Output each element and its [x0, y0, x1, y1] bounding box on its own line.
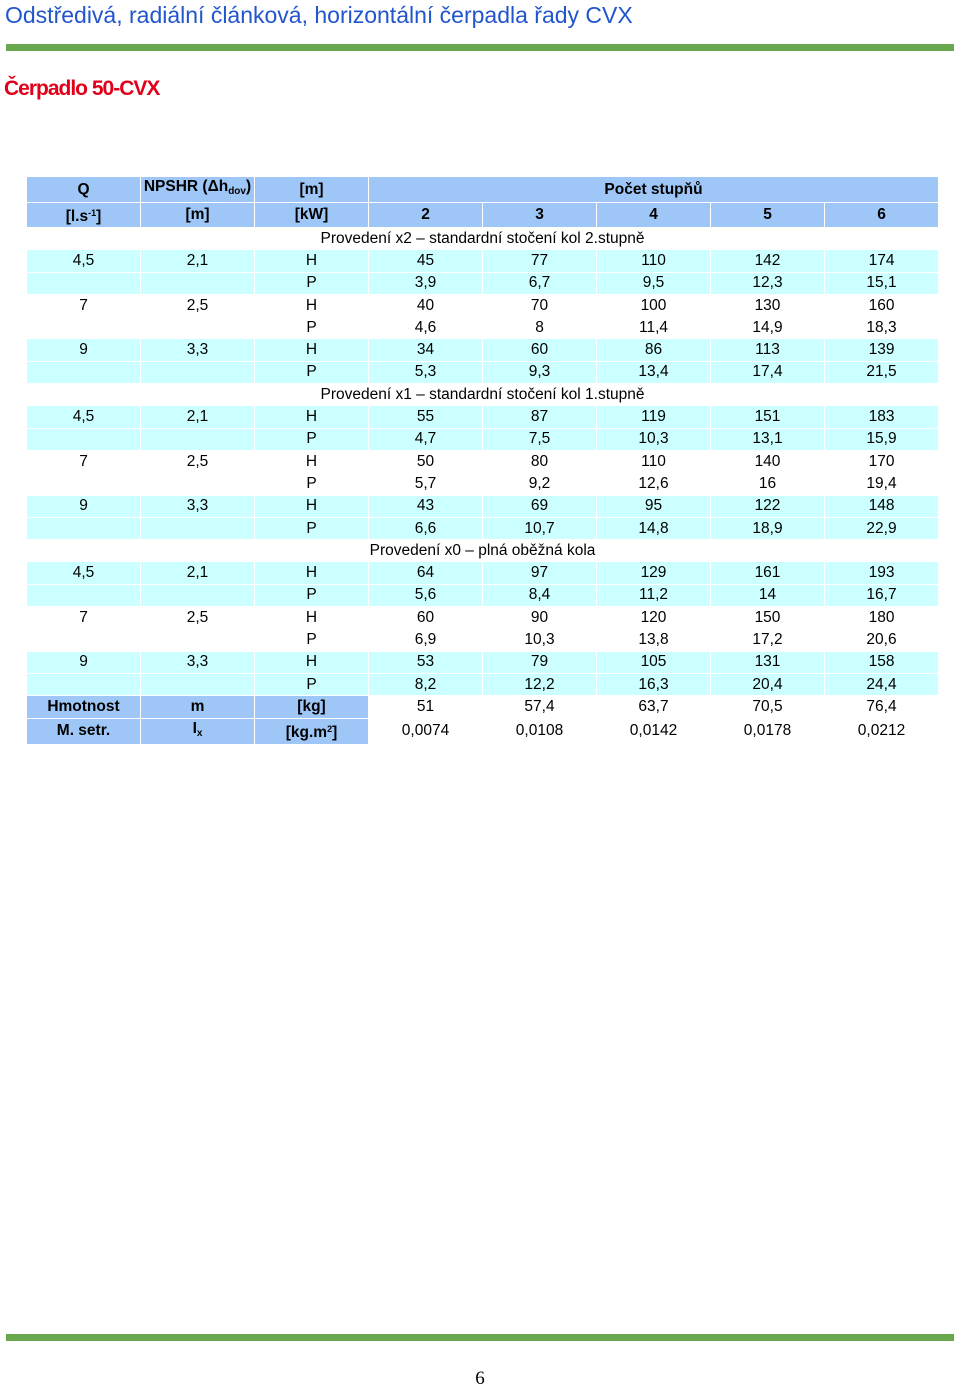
head-value: 160: [825, 294, 939, 316]
table-row: [27, 450, 939, 472]
head-value: 40: [369, 294, 483, 316]
head-value: 174: [825, 250, 939, 272]
head-value: 122: [711, 495, 825, 517]
header-kw-unit: [kW]: [255, 203, 369, 228]
power-value: 14,8: [597, 517, 711, 539]
header-stage-3: 3: [483, 203, 597, 228]
power-value: 18,9: [711, 517, 825, 539]
header-stage-5: 5: [711, 203, 825, 228]
table-row: [27, 629, 939, 651]
row-type-label: P: [255, 584, 369, 606]
npshr-value-empty: [141, 673, 255, 695]
head-value: 142: [711, 250, 825, 272]
npshr-value-empty: [141, 317, 255, 339]
section-header-row: [27, 540, 939, 562]
row-type-label: H: [255, 339, 369, 361]
head-value: 148: [825, 495, 939, 517]
head-value: 80: [483, 450, 597, 472]
row-type-label: H: [255, 250, 369, 272]
header-q: Q: [27, 177, 141, 203]
power-value: 12,6: [597, 473, 711, 495]
flow-value-empty: [27, 517, 141, 539]
npshr-value-empty: [141, 473, 255, 495]
npshr-value-empty: [141, 629, 255, 651]
section-header-row: [27, 228, 939, 250]
flow-value-empty: [27, 361, 141, 383]
head-value: 97: [483, 562, 597, 584]
power-value: 19,4: [825, 473, 939, 495]
top-divider-bar: [6, 44, 954, 51]
inertia-value: 0,0212: [825, 718, 939, 744]
header-q-unit: $[l.s^{-1}]$: [27, 203, 141, 228]
mass-label: Hmotnost: [27, 696, 141, 718]
npshr-value: 2,1: [141, 562, 255, 584]
power-value: 5,6: [369, 584, 483, 606]
power-value: 20,6: [825, 629, 939, 651]
head-value: 119: [597, 406, 711, 428]
flow-value: 7: [27, 607, 141, 629]
head-value: 87: [483, 406, 597, 428]
table-row: [27, 361, 939, 383]
power-value: 4,7: [369, 428, 483, 450]
head-value: 113: [711, 339, 825, 361]
power-value: 8,4: [483, 584, 597, 606]
row-type-label: H: [255, 495, 369, 517]
mass-value: 70,5: [711, 696, 825, 718]
head-value: 110: [597, 450, 711, 472]
npshr-value-empty: [141, 517, 255, 539]
flow-value-empty: [27, 473, 141, 495]
power-value: 8: [483, 317, 597, 339]
power-value: 6,6: [369, 517, 483, 539]
mass-unit: [kg]: [255, 696, 369, 718]
power-value: 20,4: [711, 673, 825, 695]
power-value: 6,9: [369, 629, 483, 651]
power-value: 13,8: [597, 629, 711, 651]
head-value: 151: [711, 406, 825, 428]
flow-value: 4,5: [27, 406, 141, 428]
head-value: 70: [483, 294, 597, 316]
header-npshr-unit: [m]: [255, 177, 369, 203]
head-value: 120: [597, 607, 711, 629]
pump-model-title: Čerpadlo 50-CVX: [4, 77, 160, 100]
mass-row: [27, 696, 939, 718]
power-value: 5,7: [369, 473, 483, 495]
header-row-1: [27, 177, 939, 203]
head-value: 69: [483, 495, 597, 517]
flow-value-empty: [27, 673, 141, 695]
row-type-label: H: [255, 651, 369, 673]
power-value: 13,4: [597, 361, 711, 383]
inertia-value: 0,0108: [483, 718, 597, 744]
flow-value: 4,5: [27, 250, 141, 272]
power-value: 9,2: [483, 473, 597, 495]
section-label: Provedení x2 – standardní stočení kol 2.stupně: [27, 228, 939, 250]
power-value: 4,6: [369, 317, 483, 339]
power-value: 12,3: [711, 272, 825, 294]
power-value: 14: [711, 584, 825, 606]
mass-value: 57,4: [483, 696, 597, 718]
npshr-value: 3,3: [141, 339, 255, 361]
inertia-unit: $[kg.m^2]$: [255, 718, 369, 744]
flow-value-empty: [27, 428, 141, 450]
npshr-value-empty: [141, 272, 255, 294]
row-type-label: P: [255, 317, 369, 339]
head-value: 110: [597, 250, 711, 272]
power-value: 10,3: [483, 629, 597, 651]
head-value: 140: [711, 450, 825, 472]
head-value: 86: [597, 339, 711, 361]
row-type-label: H: [255, 607, 369, 629]
row-type-label: H: [255, 562, 369, 584]
flow-value: 7: [27, 294, 141, 316]
power-value: 11,4: [597, 317, 711, 339]
flow-value-empty: [27, 629, 141, 651]
header-stage-2: 2: [369, 203, 483, 228]
head-value: 90: [483, 607, 597, 629]
head-value: 60: [483, 339, 597, 361]
row-type-label: H: [255, 294, 369, 316]
head-value: 180: [825, 607, 939, 629]
row-type-label: H: [255, 450, 369, 472]
row-type-label: P: [255, 517, 369, 539]
flow-value: 9: [27, 651, 141, 673]
section-label: Provedení x0 – plná oběžná kola: [27, 540, 939, 562]
npshr-value: 2,1: [141, 406, 255, 428]
table-row: [27, 562, 939, 584]
flow-value-empty: [27, 584, 141, 606]
head-value: 53: [369, 651, 483, 673]
pump-performance-table: [26, 176, 939, 745]
flow-value: 4,5: [27, 562, 141, 584]
head-value: 100: [597, 294, 711, 316]
row-type-label: P: [255, 473, 369, 495]
header-stages: Počet stupňů: [369, 177, 939, 203]
power-value: 8,2: [369, 673, 483, 695]
power-value: 17,2: [711, 629, 825, 651]
head-value: 95: [597, 495, 711, 517]
power-value: 16,3: [597, 673, 711, 695]
section-header-row: [27, 384, 939, 406]
head-value: 64: [369, 562, 483, 584]
npshr-value: 2,5: [141, 607, 255, 629]
power-value: 11,2: [597, 584, 711, 606]
power-value: 9,5: [597, 272, 711, 294]
head-value: 183: [825, 406, 939, 428]
head-value: 193: [825, 562, 939, 584]
power-value: 3,9: [369, 272, 483, 294]
mass-value: 63,7: [597, 696, 711, 718]
head-value: 43: [369, 495, 483, 517]
mass-value: 51: [369, 696, 483, 718]
inertia-symbol: $I_x$: [141, 718, 255, 744]
row-type-label: P: [255, 361, 369, 383]
power-value: 18,3: [825, 317, 939, 339]
inertia-value: 0,0142: [597, 718, 711, 744]
power-value: 5,3: [369, 361, 483, 383]
power-value: 10,3: [597, 428, 711, 450]
inertia-row: [27, 718, 939, 744]
table-row: [27, 473, 939, 495]
npshr-value: 2,5: [141, 294, 255, 316]
inertia-label: M. setr.: [27, 718, 141, 744]
flow-value-empty: [27, 272, 141, 294]
table-row: [27, 495, 939, 517]
head-value: 60: [369, 607, 483, 629]
header-npshr: NPSHR $(\Delta h_{dov})$: [141, 177, 255, 203]
head-value: 55: [369, 406, 483, 428]
header-m-unit: [m]: [141, 203, 255, 228]
head-value: 34: [369, 339, 483, 361]
inertia-value: 0,0074: [369, 718, 483, 744]
power-value: 14,9: [711, 317, 825, 339]
head-value: 50: [369, 450, 483, 472]
head-value: 131: [711, 651, 825, 673]
npshr-value: 3,3: [141, 651, 255, 673]
power-value: 22,9: [825, 517, 939, 539]
flow-value: 9: [27, 339, 141, 361]
power-value: 7,5: [483, 428, 597, 450]
table-row: [27, 517, 939, 539]
flow-value-empty: [27, 317, 141, 339]
head-value: 130: [711, 294, 825, 316]
head-value: 105: [597, 651, 711, 673]
power-value: 9,3: [483, 361, 597, 383]
power-value: 10,7: [483, 517, 597, 539]
table-row: [27, 294, 939, 316]
head-value: 79: [483, 651, 597, 673]
power-value: 12,2: [483, 673, 597, 695]
head-value: 139: [825, 339, 939, 361]
head-value: 129: [597, 562, 711, 584]
power-value: 13,1: [711, 428, 825, 450]
inertia-value: 0,0178: [711, 718, 825, 744]
mass-symbol: m: [141, 696, 255, 718]
table-row: [27, 607, 939, 629]
table-row: [27, 428, 939, 450]
table-row: [27, 406, 939, 428]
flow-value: 9: [27, 495, 141, 517]
head-value: 170: [825, 450, 939, 472]
flow-value: 7: [27, 450, 141, 472]
table-row: [27, 339, 939, 361]
power-value: 16,7: [825, 584, 939, 606]
table-row: [27, 673, 939, 695]
npshr-value-empty: [141, 428, 255, 450]
row-type-label: P: [255, 272, 369, 294]
npshr-value: 2,5: [141, 450, 255, 472]
table-row: [27, 317, 939, 339]
document-title: Odstředivá, radiální článková, horizontální čerpadla řady CVX: [5, 2, 633, 28]
table-row: [27, 250, 939, 272]
power-value: 15,1: [825, 272, 939, 294]
row-type-label: P: [255, 629, 369, 651]
power-value: 6,7: [483, 272, 597, 294]
row-type-label: H: [255, 406, 369, 428]
section-label: Provedení x1 – standardní stočení kol 1.stupně: [27, 384, 939, 406]
mass-value: 76,4: [825, 696, 939, 718]
bottom-divider-bar: [6, 1334, 954, 1341]
power-value: 16: [711, 473, 825, 495]
npshr-value-empty: [141, 584, 255, 606]
power-value: 15,9: [825, 428, 939, 450]
header-row-2: [27, 203, 939, 228]
row-type-label: P: [255, 673, 369, 695]
head-value: 161: [711, 562, 825, 584]
head-value: 77: [483, 250, 597, 272]
table-row: [27, 584, 939, 606]
power-value: 17,4: [711, 361, 825, 383]
npshr-value: 3,3: [141, 495, 255, 517]
head-value: 150: [711, 607, 825, 629]
table-row: [27, 272, 939, 294]
head-value: 158: [825, 651, 939, 673]
table-row: [27, 651, 939, 673]
npshr-value-empty: [141, 361, 255, 383]
row-type-label: P: [255, 428, 369, 450]
page-number: 6: [475, 1368, 485, 1389]
header-stage-6: 6: [825, 203, 939, 228]
npshr-value: 2,1: [141, 250, 255, 272]
power-value: 24,4: [825, 673, 939, 695]
power-value: 21,5: [825, 361, 939, 383]
header-stage-4: 4: [597, 203, 711, 228]
head-value: 45: [369, 250, 483, 272]
